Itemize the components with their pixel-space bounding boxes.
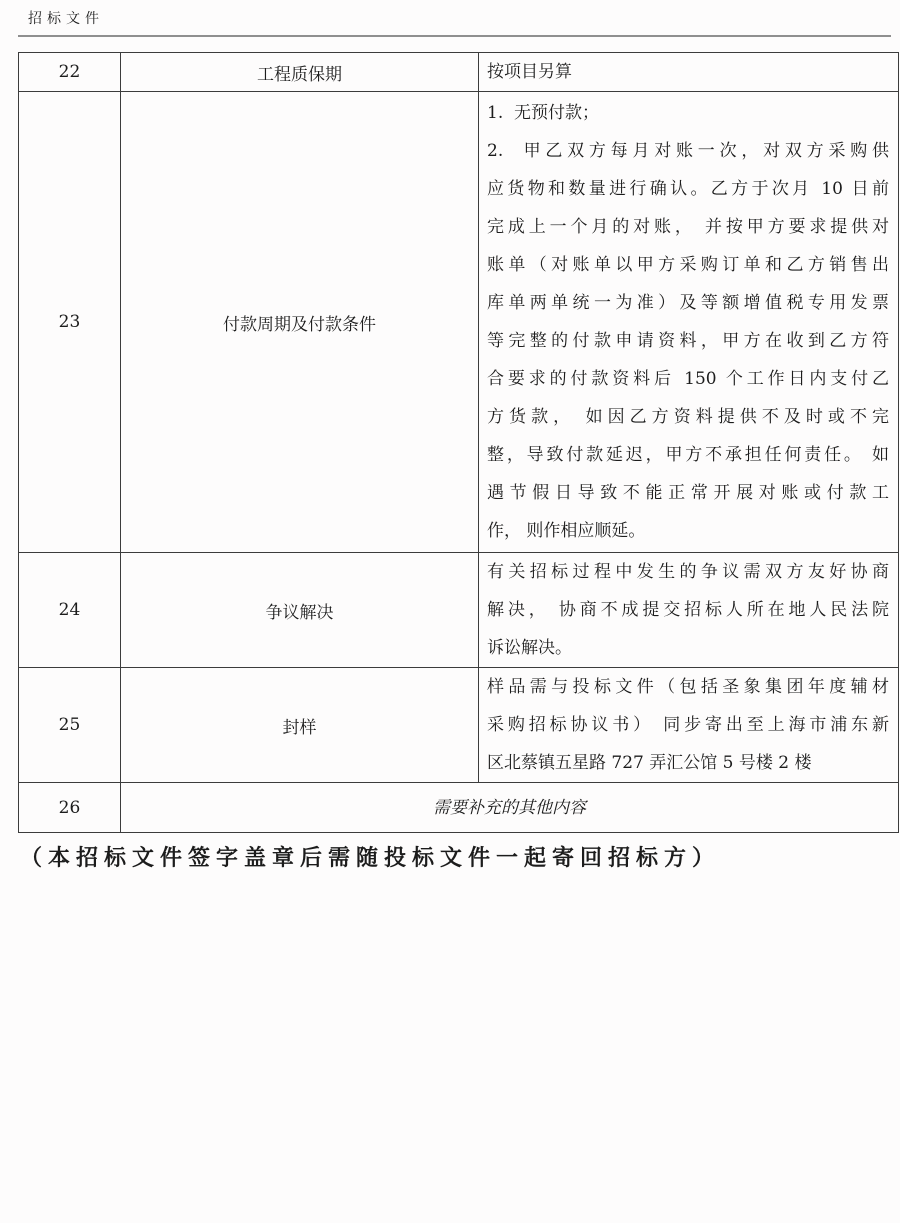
table-row-26 [19, 783, 899, 833]
table-row-24 [19, 553, 899, 668]
row-25-content: 样品需与投标文件（包括圣象集团年度辅材 采购招标协议书） 同步寄出至上海市浦东新 区北蔡镇五星路 727 弄汇公馆 5 号楼 2 楼 [479, 668, 899, 783]
row-23-item-label: 付款周期及付款条件 [121, 92, 479, 553]
table-row-25 [19, 668, 899, 783]
row-22-content: 按项目另算 [479, 53, 899, 92]
row-23-content: 1. 无预付款； 2. 甲乙双方每月对账一次，对双方采购供 应货物和数量进行确认。乙方于次月 10 日前 完成上一个月的对账， 并按甲方要求提供对 账单（对账单以甲方采购订单和乙方销售出 库单两单统一为准）及等额增值税专用发票 等完整的付款申请资料，甲方在收到乙方符 合要求的付款资料后 150 个工作日内支付乙 方货款， 如因乙方资料提供不及时或不完 整，导致付款延迟，甲方不承担任何责任。 如 遇节假日导致不能正常开展对账或付款工 作， 则作相应顺延。 [479, 92, 899, 553]
row-23-number: 23 [19, 92, 121, 553]
row-25-item-label: 封样 [121, 668, 479, 783]
row-24-content: 有关招标过程中发生的争议需双方友好协商 解决， 协商不成提交招标人所在地人民法院 诉讼解决。 [479, 553, 899, 668]
document-header-title: 招标文件 [28, 11, 104, 27]
header-divider-rule [18, 35, 891, 37]
table-row-22 [19, 53, 899, 92]
table-row-23 [19, 92, 899, 553]
row-25-number: 25 [19, 668, 121, 783]
row-26-merged-content: 需要补充的其他内容 [121, 783, 899, 833]
row-24-item-label: 争议解决 [121, 553, 479, 668]
tender-terms-table [18, 52, 899, 833]
row-26-number: 26 [19, 783, 121, 833]
row-22-item-label: 工程质保期 [121, 53, 479, 92]
row-24-number: 24 [19, 553, 121, 668]
row-22-number: 22 [19, 53, 121, 92]
footer-return-note: （本招标文件签字盖章后需随投标文件一起寄回招标方） [20, 845, 721, 871]
